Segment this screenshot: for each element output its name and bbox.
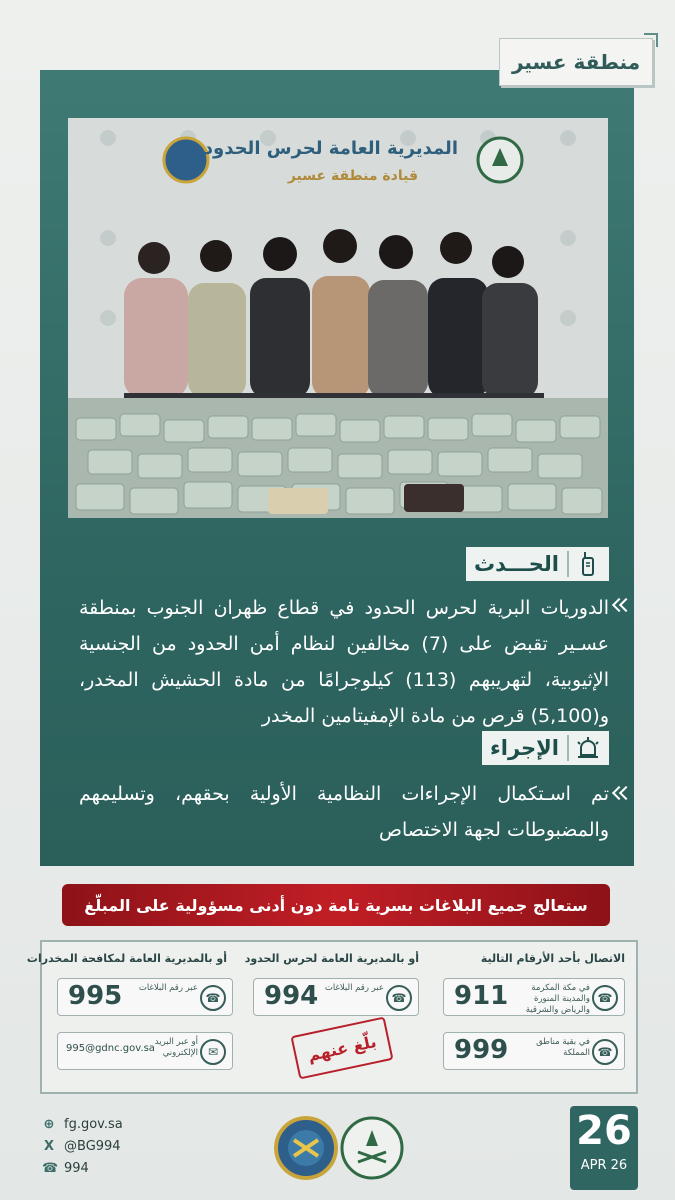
corner-accent — [644, 33, 658, 47]
contact-911-note: في مكة المكرمة والمدينة المنورة والرياض والشرقية — [525, 983, 590, 1015]
border-guard-emblem — [274, 1116, 338, 1180]
website-text: fg.gov.sa — [64, 1117, 123, 1132]
contact-995-number: 995 — [68, 981, 123, 1011]
twitter-text: @BG994 — [64, 1139, 121, 1154]
banner-text: ستعالج جميع البلاغات بسرية تامة دون أدنى مسؤولية على المبلّغ — [84, 895, 588, 915]
siren-icon — [567, 735, 601, 761]
region-label-text: منطقة عسير — [511, 50, 641, 74]
contact-994[interactable] — [253, 978, 419, 1016]
action-text: تم اسـتكمال الإجراءات النظامية الأولية بحقهم، وتسليمهم والمضبوطات لجهة الاختصاص — [79, 783, 609, 841]
contact-994-number: 994 — [264, 981, 319, 1011]
phone-icon: ☎ — [42, 1161, 59, 1176]
globe-icon: ⊕ — [43, 1117, 55, 1132]
contact-email[interactable] — [57, 1032, 233, 1070]
contact-999-number: 999 — [454, 1035, 509, 1065]
action-heading — [482, 731, 609, 765]
contact-995[interactable] — [57, 978, 233, 1016]
phone-handset-icon: ☎ — [386, 985, 412, 1011]
event-bullet — [615, 598, 629, 612]
contact-911-number: 911 — [454, 981, 509, 1011]
contact-email-note: أو عبر البريد الإلكتروني — [154, 1037, 198, 1058]
phone-handset-icon: ☎ — [592, 1039, 618, 1065]
contact-email-address: 995@gdnc.gov.sa — [66, 1043, 155, 1054]
date-month: APR 26 — [580, 1158, 628, 1173]
report-stamp-text: بلّغ عنهم — [305, 1031, 379, 1065]
action-heading-text: الإجراء — [490, 736, 559, 760]
col2-title: أو بالمديرية العامة لحرس الحدود — [244, 952, 419, 965]
news-photo — [68, 118, 608, 518]
x-icon: X — [43, 1139, 55, 1154]
footer-links — [42, 1114, 123, 1180]
contact-911[interactable] — [443, 978, 625, 1016]
twitter-link[interactable] — [42, 1136, 123, 1158]
col3-title: أو بالمديرية العامة لمكافحة المخدرات — [26, 952, 227, 965]
phone-link[interactable] — [42, 1158, 123, 1180]
confidentiality-banner — [62, 884, 610, 926]
col1-title: الاتصال بأحد الأرقام التالية — [480, 952, 625, 965]
contact-995-note: عبر رقم البلاغات — [138, 983, 198, 993]
saudi-emblem — [340, 1116, 404, 1180]
photo-header-subtitle: قيادة منطقة عسير — [287, 168, 418, 184]
region-label — [499, 38, 653, 86]
date-badge — [570, 1106, 638, 1190]
date-day: 26 — [576, 1108, 632, 1154]
email-icon: ✉ — [200, 1039, 226, 1065]
contact-999[interactable] — [443, 1032, 625, 1070]
website-link[interactable] — [42, 1114, 123, 1136]
walkie-talkie-icon — [567, 551, 601, 577]
phone-handset-icon: ☎ — [200, 985, 226, 1011]
phone-handset-icon: ☎ — [592, 985, 618, 1011]
phone-text: 994 — [64, 1161, 89, 1176]
contact-999-note: في بقية مناطق المملكة — [536, 1037, 590, 1058]
contact-994-note: عبر رقم البلاغات — [324, 983, 384, 993]
event-heading — [466, 547, 609, 581]
action-bullet — [615, 786, 629, 800]
photo-header-title: المديرية العامة لحرس الحدود — [203, 138, 458, 159]
event-heading-text: الحـــدث — [474, 552, 559, 576]
event-text: الدوريات البرية لحرس الحدود في قطاع ظهران الجنوب بمنطقة عسـير تقبض على (7) مخالفين لنظام أمن الحدود من الجنسية الإثيوبية، لتهريبهم (113) كيلوجرامًا من مادة الحشيش المخدر، و(5,100) قرص من مادة الإمفيتامين المخدر — [79, 597, 609, 727]
